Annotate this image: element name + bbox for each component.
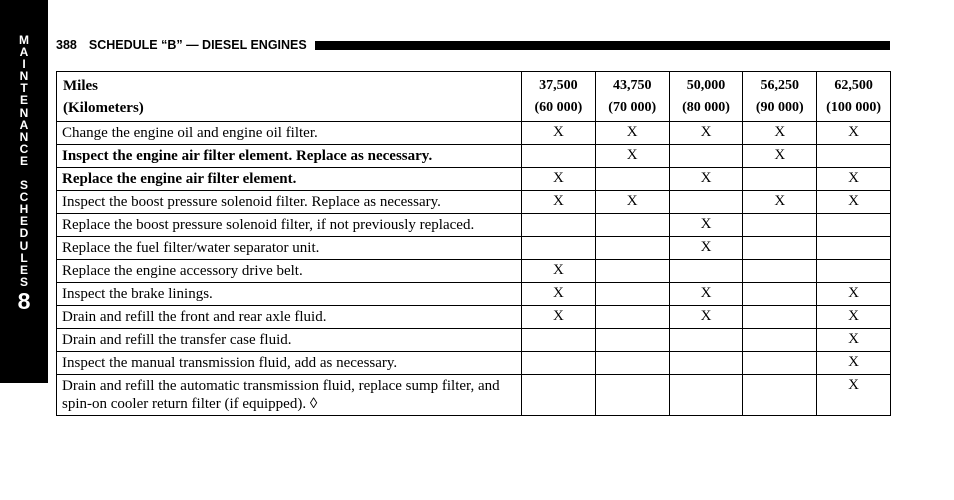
schedules-letter: E: [19, 214, 28, 229]
service-mark: [522, 237, 596, 260]
service-mark: [817, 214, 891, 237]
service-mark: [522, 329, 596, 352]
service-mark: [743, 283, 817, 306]
interval-km: (60 000): [534, 100, 583, 115]
service-mark: [743, 260, 817, 283]
task-description: Drain and refill the transfer case fluid.: [57, 329, 522, 352]
service-mark: X: [522, 306, 596, 329]
service-mark: X: [522, 260, 596, 283]
service-mark: [669, 145, 743, 168]
service-mark: [595, 283, 669, 306]
service-mark: X: [669, 283, 743, 306]
table-row: [57, 375, 891, 416]
task-description: Change the engine oil and engine oil filter.: [57, 122, 522, 145]
schedules-letter: E: [19, 262, 28, 277]
service-mark: [595, 237, 669, 260]
service-mark: [817, 237, 891, 260]
task-description: Inspect the brake linings.: [57, 283, 522, 306]
km-label: (Kilometers): [63, 100, 144, 116]
interval-km: (80 000): [682, 100, 730, 115]
service-mark: [595, 214, 669, 237]
maintenance-letter: N: [19, 69, 29, 84]
task-description: Replace the engine air filter element.: [57, 168, 522, 191]
service-mark: [743, 214, 817, 237]
service-mark: X: [817, 306, 891, 329]
section-side-tab: [0, 0, 48, 383]
service-mark: X: [669, 237, 743, 260]
table-row: [57, 283, 891, 306]
side-tab-word-schedules: [14, 179, 34, 288]
header-cell-interval: [595, 72, 669, 122]
service-mark: [595, 352, 669, 375]
service-mark: [743, 237, 817, 260]
service-mark: X: [743, 122, 817, 145]
service-mark: [669, 329, 743, 352]
section-number: 8: [17, 287, 31, 314]
interval-km: (100 000): [826, 100, 881, 115]
maintenance-letter: T: [20, 81, 28, 96]
page-title: SCHEDULE “B” — DIESEL ENGINES: [88, 38, 307, 52]
service-mark: [817, 260, 891, 283]
service-mark: X: [743, 145, 817, 168]
interval-miles: 37,500: [539, 78, 578, 93]
service-mark: X: [595, 145, 669, 168]
service-mark: [522, 214, 596, 237]
header-rule: [315, 41, 890, 50]
service-mark: X: [522, 122, 596, 145]
maintenance-letter: A: [19, 117, 29, 132]
service-mark: [669, 191, 743, 214]
miles-label: Miles: [63, 78, 98, 94]
task-description: Inspect the boost pressure solenoid filter. Replace as necessary.: [57, 191, 522, 214]
maintenance-letter: I: [22, 57, 26, 72]
interval-miles: 50,000: [686, 78, 726, 93]
maintenance-letter: N: [19, 129, 29, 144]
task-description: Inspect the engine air filter element. Replace as necessary.: [57, 145, 522, 168]
header-cell-interval: [522, 72, 596, 122]
service-mark: X: [669, 306, 743, 329]
interval-km: (70 000): [608, 100, 657, 115]
table-row: [57, 122, 891, 145]
service-mark: X: [669, 214, 743, 237]
schedules-letter: D: [19, 226, 29, 241]
service-mark: X: [817, 191, 891, 214]
schedules-letter: U: [19, 238, 29, 253]
interval-km: (90 000): [755, 100, 804, 115]
maintenance-letter: E: [19, 153, 28, 168]
task-description: Drain and refill the automatic transmission fluid, replace sump filter, and spin-on cooler return filter (if equipped). ◊: [57, 375, 522, 416]
schedules-letter: C: [19, 190, 29, 205]
task-description: Replace the boost pressure solenoid filter, if not previously replaced.: [57, 214, 522, 237]
table-row: [57, 191, 891, 214]
service-mark: [743, 329, 817, 352]
maintenance-letter: N: [19, 105, 29, 120]
header-cell-interval: [817, 72, 891, 122]
service-mark: X: [817, 122, 891, 145]
interval-miles: 56,250: [760, 78, 800, 93]
schedules-letter: S: [19, 274, 28, 289]
service-mark: X: [522, 168, 596, 191]
maintenance-letter: A: [19, 45, 29, 60]
header-cell-miles: [57, 72, 522, 122]
task-description: Inspect the manual transmission fluid, add as necessary.: [57, 352, 522, 375]
maintenance-schedule-table: [56, 71, 891, 416]
service-mark: X: [522, 191, 596, 214]
service-mark: X: [817, 352, 891, 375]
service-mark: [669, 260, 743, 283]
schedules-letter: S: [19, 178, 28, 193]
service-mark: X: [669, 168, 743, 191]
service-mark: X: [817, 375, 891, 416]
header-cell-interval: [743, 72, 817, 122]
page-header: [56, 37, 890, 53]
service-mark: [743, 375, 817, 416]
service-mark: [522, 145, 596, 168]
service-mark: X: [522, 283, 596, 306]
table-row: [57, 329, 891, 352]
service-mark: [743, 168, 817, 191]
service-mark: X: [817, 168, 891, 191]
schedules-letter: H: [19, 202, 29, 217]
service-mark: [522, 375, 596, 416]
service-mark: [669, 375, 743, 416]
service-mark: [743, 306, 817, 329]
service-mark: [522, 352, 596, 375]
table-header-row: [57, 72, 891, 122]
service-mark: X: [817, 329, 891, 352]
header-cell-interval: [669, 72, 743, 122]
task-description: Drain and refill the front and rear axle fluid.: [57, 306, 522, 329]
table-row: [57, 145, 891, 168]
service-mark: [595, 260, 669, 283]
table-row: [57, 237, 891, 260]
service-mark: X: [669, 122, 743, 145]
table-row: [57, 306, 891, 329]
service-mark: [595, 168, 669, 191]
task-description: Replace the fuel filter/water separator unit.: [57, 237, 522, 260]
maintenance-letter: M: [19, 33, 29, 47]
task-description: Replace the engine accessory drive belt.: [57, 260, 522, 283]
table-row: [57, 214, 891, 237]
service-mark: X: [595, 122, 669, 145]
schedules-letter: L: [20, 250, 28, 265]
service-mark: [595, 306, 669, 329]
service-mark: X: [595, 191, 669, 214]
service-mark: X: [817, 283, 891, 306]
service-mark: [595, 329, 669, 352]
maintenance-letter: E: [19, 93, 28, 108]
service-mark: X: [743, 191, 817, 214]
service-mark: [817, 145, 891, 168]
side-tab-word-maintenance: [14, 34, 34, 167]
service-mark: [595, 375, 669, 416]
table-row: [57, 352, 891, 375]
service-mark: [743, 352, 817, 375]
service-mark: [669, 352, 743, 375]
maintenance-letter: C: [19, 141, 29, 156]
interval-miles: 62,500: [834, 78, 873, 93]
table-row: [57, 260, 891, 283]
page-number: 388: [56, 38, 77, 52]
table-row: [57, 168, 891, 191]
interval-miles: 43,750: [612, 78, 652, 93]
